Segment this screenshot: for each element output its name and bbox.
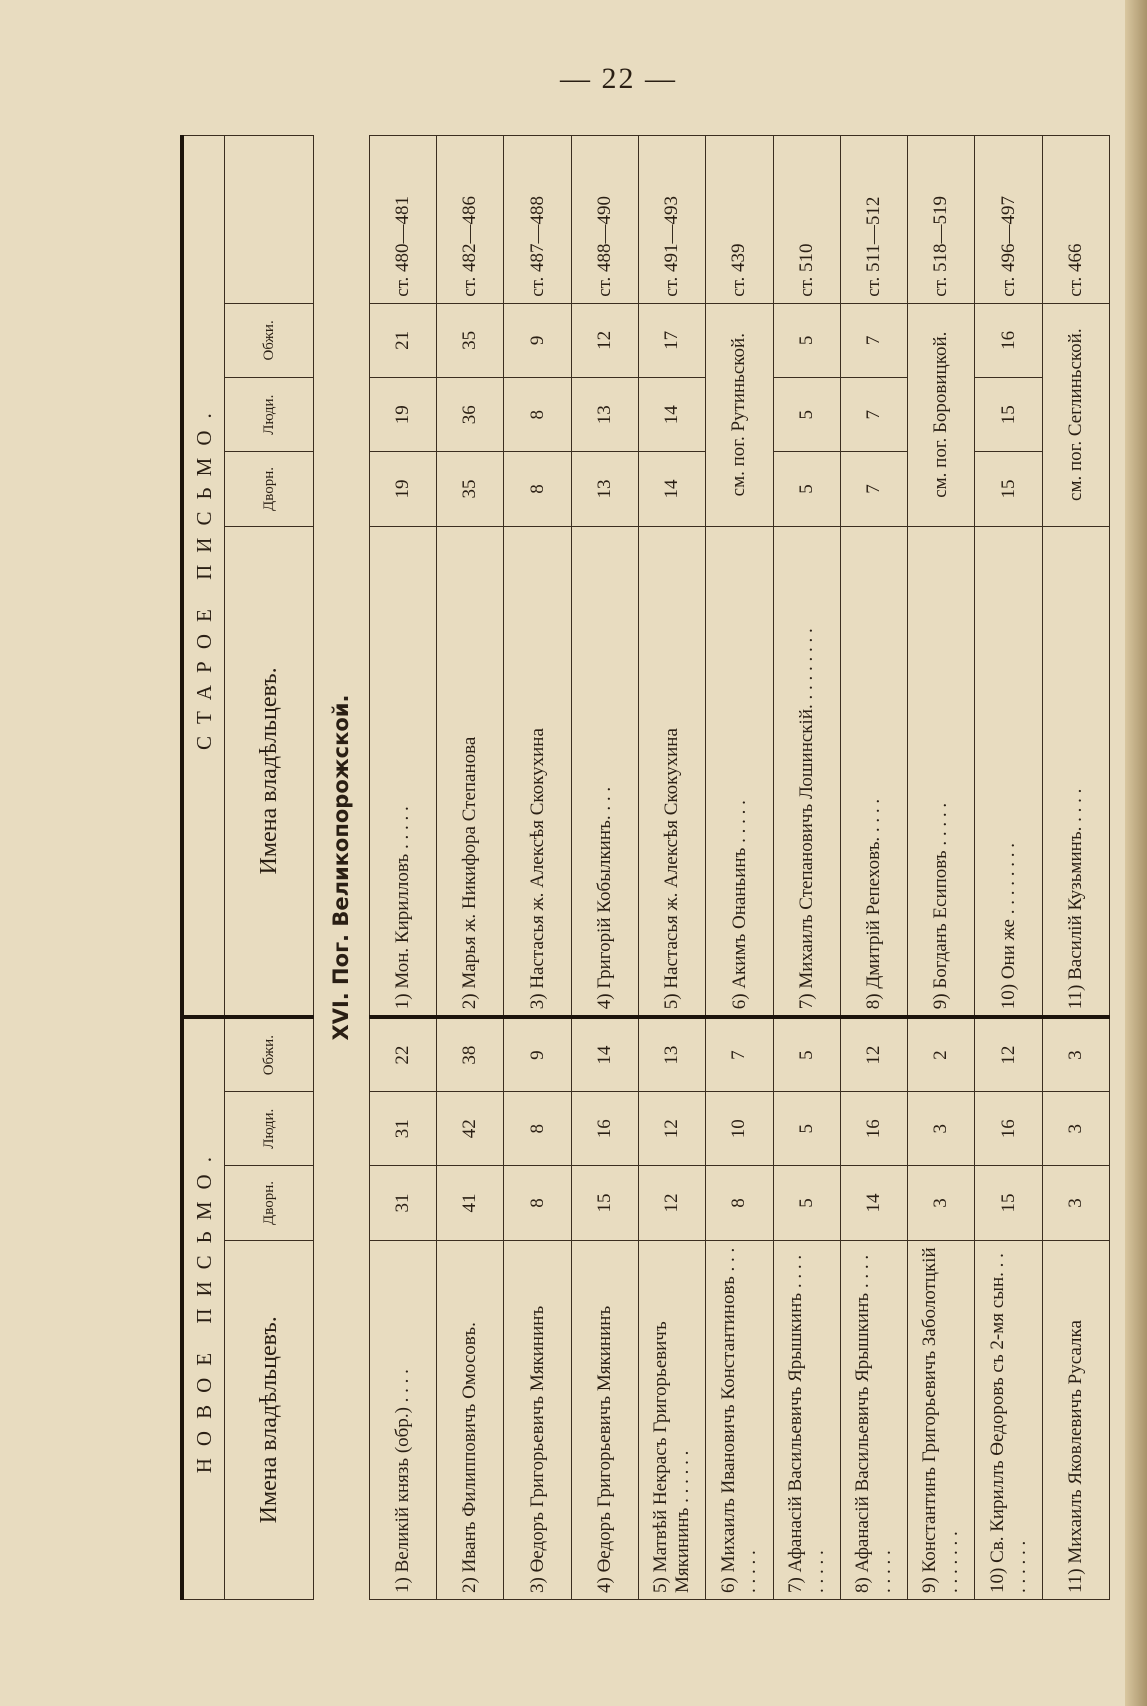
new-owner-name: 3) Өедоръ Григорьевичъ Мякининъ [504,1240,571,1599]
new-dvorn: 31 [369,1166,436,1240]
table-row [706,136,773,1600]
old-obzhi: 9 [504,303,571,377]
new-owner-name: 11) Михаилъ Яковлевичъ Русалка [1042,1240,1109,1599]
new-lyudi: 10 [706,1092,773,1166]
new-obzhi: 14 [571,1017,638,1091]
new-dvorn: 8 [504,1166,571,1240]
old-writ-header: СТАРОЕ ПИСЬМО. [182,136,225,1018]
new-dvorn: 15 [975,1166,1042,1240]
old-owner-name: 3) Настасья ж. Алексѣя Скокухина [504,526,571,1017]
new-owner-name: 1) Великій князь (обр.) . . . . [369,1240,436,1599]
old-owner-name: 1) Мон. Кирилловъ . . . . . [369,526,436,1017]
ledger-table [180,135,1110,1600]
old-dvorn: 19 [369,452,436,526]
column-reference: ст. 487—488 [504,136,571,304]
new-dvorn: 14 [840,1166,907,1240]
new-obzhi: 13 [639,1017,706,1091]
table-row [504,136,571,1600]
column-reference: ст. 496—497 [975,136,1042,304]
old-owner-name: 5) Настасья ж. Алексѣя Скокухина [639,526,706,1017]
old-lyudi: 13 [571,378,638,452]
old-obzhi: 35 [437,303,504,377]
column-reference: ст. 482—486 [437,136,504,304]
old-obzhi: 7 [840,303,907,377]
old-owner-name: 8) Дмитрій Репеховъ. . . . . [840,526,907,1017]
new-owner-name: 2) Иванъ Филипповичъ Омосовъ. [437,1240,504,1599]
old-obzhi: 16 [975,303,1042,377]
table-row [369,136,436,1600]
old-cross-reference: см. пог. Боровицкой. [908,303,975,526]
old-lyudi: 15 [975,378,1042,452]
table-row [975,136,1042,1600]
old-lyudi: 5 [773,378,840,452]
old-dvorn: 14 [639,452,706,526]
new-owner-name: 4) Өедоръ Григорьевичъ Мякининъ [571,1240,638,1599]
column-reference: ст. 466 [1042,136,1109,304]
table-row [1042,136,1109,1600]
reference-header [225,136,314,304]
table-row [639,136,706,1600]
old-obzhi: 5 [773,303,840,377]
new-owner-name: 8) Афанасій Васильевичъ Ярышкинъ . . . . . . . . . [840,1240,907,1599]
old-cross-reference: см. пог. Рутиньской. [706,303,773,526]
new-obzhi: 3 [1042,1017,1109,1091]
new-obzhi: 38 [437,1017,504,1091]
old-owners-header: Имена владѣльцевъ. [225,526,314,1017]
old-dvorn: 7 [840,452,907,526]
new-obzhi: 5 [773,1017,840,1091]
new-dvorn: 15 [571,1166,638,1240]
old-obzhi: 21 [369,303,436,377]
new-dvorn: 3 [908,1166,975,1240]
new-dvorn: 5 [773,1166,840,1240]
old-owner-name: 11) Василій Кузьминъ. . . . . [1042,526,1109,1017]
old-obzhi-header: Обжи. [225,303,314,377]
new-owner-name: 6) Михаилъ Ивановичъ Константиновъ . . . . . . . . [706,1240,773,1599]
old-lyudi: 7 [840,378,907,452]
new-dvorn: 8 [706,1166,773,1240]
new-writ-header: НОВОЕ ПИСЬМО. [182,1017,225,1599]
old-obzhi: 17 [639,303,706,377]
table-row [571,136,638,1600]
old-lyudi-header: Люди. [225,378,314,452]
old-dvorn-header: Дворн. [225,452,314,526]
new-lyudi: 31 [369,1092,436,1166]
new-owner-name: 10) Св. Кириллъ Өедоровъ съ 2-мя сын. . . . . . . . . [975,1240,1042,1599]
new-lyudi-header: Люди. [225,1092,314,1166]
new-owners-header: Имена владѣльцевъ. [225,1240,314,1599]
new-obzhi: 9 [504,1017,571,1091]
old-owner-name: 4) Григорій Кобылкинъ. . . . [571,526,638,1017]
old-owner-name: 9) Богданъ Есиповъ . . . . . [908,526,975,1017]
new-lyudi: 16 [975,1092,1042,1166]
column-reference: ст. 511—512 [840,136,907,304]
new-lyudi: 12 [639,1092,706,1166]
old-dvorn: 35 [437,452,504,526]
new-lyudi: 16 [840,1092,907,1166]
old-dvorn: 15 [975,452,1042,526]
new-owner-name: 5) Матвѣй Некрасъ Григорьевичъ Мякининъ . . . . . . [639,1240,706,1599]
new-lyudi: 3 [1042,1092,1109,1166]
page-edge [1125,0,1147,1706]
old-owner-name: 2) Марья ж. Никифора Степанова [437,526,504,1017]
column-reference: ст. 439 [706,136,773,304]
old-owner-name: 7) Михаилъ Степановичъ Лошинскій. . . . . . . . . [773,526,840,1017]
column-reference: ст. 510 [773,136,840,304]
new-dvorn-header: Дворн. [225,1166,314,1240]
new-dvorn: 41 [437,1166,504,1240]
old-lyudi: 19 [369,378,436,452]
new-owner-name: 9) Константинъ Григорьевичъ Заболотцкій . . . . . . . [908,1240,975,1599]
page-number: — 22 — [560,62,677,95]
column-reference: ст. 488—490 [571,136,638,304]
new-obzhi: 2 [908,1017,975,1091]
new-lyudi: 5 [773,1092,840,1166]
old-cross-reference: см. пог. Сеглиньской. [1042,303,1109,526]
new-owner-name: 7) Афанасій Васильевичъ Ярышкинъ . . . . . . . . . [773,1240,840,1599]
table-row [437,136,504,1600]
new-lyudi: 16 [571,1092,638,1166]
new-dvorn: 3 [1042,1166,1109,1240]
table-row [773,136,840,1600]
column-reference: ст. 491—493 [639,136,706,304]
old-dvorn: 13 [571,452,638,526]
table-row [840,136,907,1600]
old-lyudi: 36 [437,378,504,452]
new-obzhi-header: Обжи. [225,1017,314,1091]
new-lyudi: 3 [908,1092,975,1166]
new-dvorn: 12 [639,1166,706,1240]
new-lyudi: 42 [437,1092,504,1166]
rotated-ledger [180,135,1110,1600]
old-owner-name: 10) Они же . . . . . . . . [975,526,1042,1017]
old-lyudi: 8 [504,378,571,452]
old-dvorn: 8 [504,452,571,526]
old-owner-name: 6) Акимъ Онаньинъ . . . . . [706,526,773,1017]
old-dvorn: 5 [773,452,840,526]
column-reference: ст. 518—519 [908,136,975,304]
old-lyudi: 14 [639,378,706,452]
new-obzhi: 7 [706,1017,773,1091]
new-obzhi: 12 [975,1017,1042,1091]
new-lyudi: 8 [504,1092,571,1166]
section-title: XVI. Пог. Великопорожской. [314,136,370,1600]
table-row [908,136,975,1600]
old-obzhi: 12 [571,303,638,377]
new-obzhi: 22 [369,1017,436,1091]
new-obzhi: 12 [840,1017,907,1091]
column-reference: ст. 480—481 [369,136,436,304]
